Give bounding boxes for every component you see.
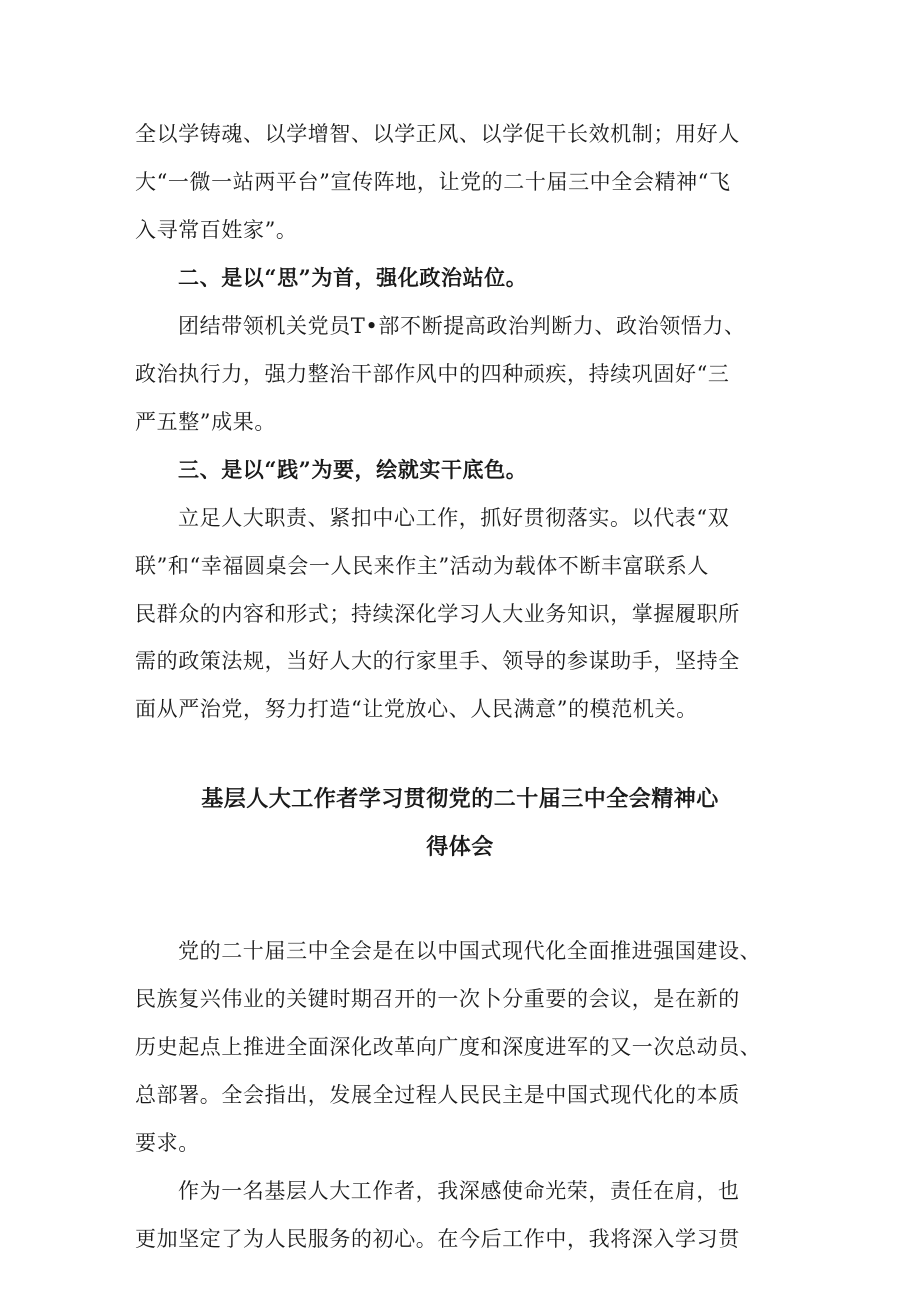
paragraph-line: 要求。 <box>135 1131 200 1155</box>
paragraph-line: 民群众的内容和形式；持续深化学习人大业务知识，掌握履职所 <box>135 602 740 626</box>
paragraph-line: 面从严治党，努力打造“让党放心、人民满意”的模范机关。 <box>135 697 698 721</box>
paragraph-line: 作为一名基层人大工作者，我深感使命光荣，责任在肩，也 <box>178 1179 740 1203</box>
article-title: 基层人大工作者学习贯彻党的二十届三中全会精神心 <box>201 786 719 812</box>
paragraph-line: 民族复兴伟业的关键时期召开的一次卜分重要的会议，是在新的 <box>135 987 740 1011</box>
paragraph-line: 立足人大职责、紧扣中心工作，抓好贯彻落实。以代表“双 <box>178 506 730 530</box>
article-title-continued: 得体会 <box>426 834 494 860</box>
paragraph-line: 团结带领机关党员T•部不断提高政治判断力、政治领悟力、 <box>178 314 746 338</box>
paragraph-line: 更加坚定了为人民服务的初心。在今后工作中，我将深入学习贯 <box>135 1227 740 1251</box>
paragraph-line: 联”和“幸福圆桌会一人民来作主”活动为载体不断丰富联系人 <box>135 554 710 578</box>
section-heading: 二、是以“思”为首，强化政治站位。 <box>178 265 528 290</box>
paragraph-line: 大“一微一站两平台”宣传阵地，让党的二十届三中全会精神“飞 <box>135 170 731 194</box>
paragraph-line: 总部署。全会指出，发展全过程人民民主是中国式现代化的本质 <box>135 1083 740 1107</box>
paragraph-line: 党的二十届三中全会是在以中国式现代化全面推进强国建设、 <box>178 939 762 963</box>
paragraph-line: 历史起点上推进全面深化改革向广度和深度进军的又一次总动员、 <box>135 1035 762 1059</box>
paragraph-line: 全以学铸魂、以学增智、以学正风、以学促干长效机制；用好人 <box>135 122 740 146</box>
paragraph-line: 政治执行力，强力整治干部作风中的四种顽疾，持续巩固好“三 <box>135 362 730 386</box>
paragraph-line: 需的政策法规，当好人大的行家里手、领导的参谋助手，坚持全 <box>135 649 740 673</box>
paragraph-line: 严五整”成果。 <box>135 410 276 434</box>
section-heading: 三、是以“践”为要，绘就实干底色。 <box>178 457 528 482</box>
paragraph-line: 入寻常百姓家”。 <box>135 218 298 242</box>
